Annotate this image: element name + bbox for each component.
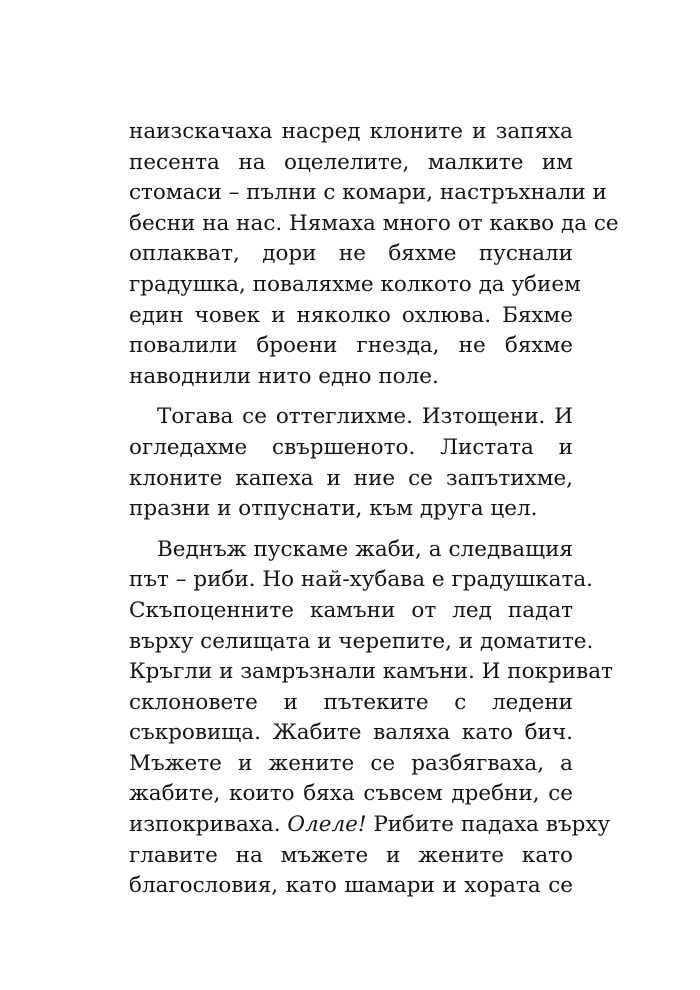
paragraph-1: [129, 117, 619, 392]
text-line: съкровища. Жабите валяха като бич.: [129, 720, 573, 746]
text-line: благословия, като шамари и хората се: [129, 873, 573, 899]
text-line: Мъжете и жените се разбягваха, а: [129, 750, 573, 776]
text-line: Веднъж пускаме жаби, а следващия: [157, 536, 573, 562]
text-line: стомаси – пълни с комари, настръхнали и: [129, 180, 607, 206]
text-line: жабите, които бяха съвсем дребни, се: [129, 781, 573, 807]
paragraph-3: [129, 535, 613, 902]
text-line: склоновете и пътеките с ледени: [129, 689, 573, 715]
line-prefix: изпокриваха.: [129, 812, 288, 838]
text-line: клоните капеха и ние се запътихме,: [129, 465, 573, 491]
text-line: песента на оцелелите, малките им: [129, 149, 573, 175]
text-line: път – риби. Но най-хубава е градушката.: [129, 567, 594, 593]
text-line: Кръгли и замръзнали камъни. И покриват: [129, 659, 613, 685]
text-line: празни и отпуснати, към друга цел.: [129, 496, 538, 522]
line-suffix: Рибите падаха върху: [366, 812, 611, 838]
paragraph-2: [129, 402, 573, 524]
text-line: един човек и няколко охлюва. Бяхме: [129, 302, 573, 328]
text-line: наизскачаха насред клоните и запяха: [129, 119, 573, 144]
text-line: върху селищата и черепите, и доматите.: [129, 628, 594, 654]
paragraph-gap: [129, 392, 573, 402]
text-line: огледахме свършеното. Листата и: [129, 434, 573, 460]
emphasis-text: Олеле!: [287, 812, 367, 838]
text-line: бесни на нас. Нямаха много от какво да се: [129, 210, 619, 236]
text-line: Тогава се оттеглихме. Изтощени. И: [157, 404, 573, 430]
text-line: градушка, поваляхме колкото да убием: [129, 271, 581, 297]
body-text: [129, 117, 619, 902]
paragraph-gap: [129, 525, 573, 535]
text-line: оплакват, дори не бяхме пуснали: [129, 241, 573, 267]
text-line: повалили броени гнезда, не бяхме: [129, 333, 573, 359]
text-line-with-emphasis: [129, 810, 611, 841]
text-line: главите на мъжете и жените като: [129, 842, 573, 868]
text-line: Скъпоценните камъни от лед падат: [129, 597, 573, 623]
text-line: наводнили нито едно поле.: [129, 363, 439, 389]
